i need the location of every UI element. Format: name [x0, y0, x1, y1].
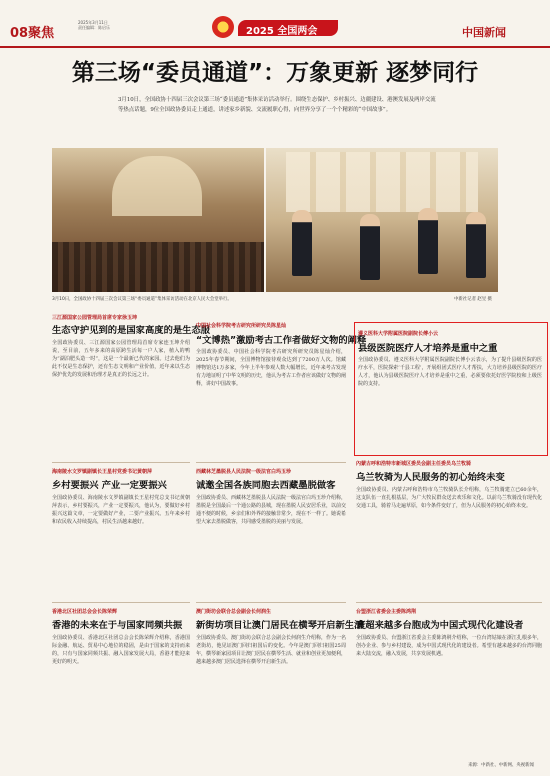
section-meta	[78, 20, 110, 30]
masthead	[0, 0, 550, 48]
article-title: 县级医院医疗人才培养是重中之重	[358, 343, 498, 354]
photo-credit: 中新社记者 赵昱 摄	[454, 297, 492, 302]
photo-caption: 3月10日，全国政协十四届三次会议第三场“委员通道”集体采访活动在北京人民大会堂举行。	[52, 297, 232, 302]
article-kicker: 中国社会科学院考古研究所研究员陈星灿	[196, 323, 287, 329]
article-title: 新街坊项目让澳门居民在横琴开启新生活	[196, 620, 364, 631]
divider	[196, 602, 346, 603]
article-title: 生态守护见到的是国家高度的是生态服	[52, 325, 211, 336]
event-label: 2025 全国两会	[246, 26, 318, 37]
photo-columns	[286, 152, 478, 212]
editor-line: 责任编辑：陈启乐	[78, 25, 110, 30]
article-title: 乌兰牧骑为人民服务的初心始终未变	[356, 472, 505, 483]
article-body: 全国政协委员、香港北区社团总会会长陈荣辉介绍称，香港国际金融、航运、贸易中心地位的稳固，是由于国家的支持而来的，只有与国家同频共振、融入国家发展大局，香港才能迎来更好的明天。	[52, 635, 190, 665]
article-title: 诚邀全国各族同胞去西藏墨脱做客	[196, 480, 336, 491]
photo-crowd	[52, 242, 264, 292]
article-kicker: 香港北区社团总会会长陈荣辉	[52, 609, 118, 615]
photo-press-hall	[52, 148, 264, 292]
divider	[52, 602, 190, 603]
article-body: 全国政协委员、中国社会科学院考古研究所研究员陈星灿介绍，2025年春节期间，全国博物馆接待观众达到了7200万人次。馆藏博物馆达1万多家，今年上半年参观人数大幅增长。近年来考古发现有力地证明了中华文明的历史，他认为考古工作者应该做好文物的阐释，讲好中国故事。	[196, 349, 346, 387]
article-body: 全国政协委员、内蒙古呼和浩特市乌兰牧骑队长介绍称，乌兰牧骑建立已60余年，这支队伍一直扎根基层，为广大牧民群众送去欢乐和文化。以前乌兰牧骑没有现代化交通工具，骑着马走遍草原，如今条件变好了，但为人民服务的初心始终未变。	[356, 487, 542, 509]
sources-line: 来源：中新社、中新网、央视新闻	[468, 763, 534, 768]
divider	[196, 462, 346, 463]
article-title: 寰超来越多台胞成为中国式现代化建设者	[356, 620, 524, 631]
article-body: 全国政协委员、遵义医科大学附属医院副院长傅小云表示，为了提升县级医院的医疗水平，医院探索‘千县工程’，开展组团式医疗人才帮扶，大力培养县级医院的医疗人才，他认为县级医院医疗人才培养是重中之重，必须要依托好医学院校和上级医院的支持。	[358, 357, 542, 387]
photo-arch	[112, 156, 202, 216]
article-body: 全国政协委员、三江源国家公园管理局首席专家连玉坤介绍说，至目前，五年多来的高原跨生活每一户人家，植入的鸭为“湖泊肥头造一时”，这是一个最新已代的家园。过去他们为此不仅是生态保护，还有生态文明和产业价值，近年来以生态保护优先的发展和治理才是真正的长远之计。	[52, 340, 190, 378]
article-title: “文博热”激励考古工作者做好文物的阐释	[196, 335, 367, 346]
photo-block	[52, 148, 498, 292]
national-emblem-icon	[212, 16, 234, 38]
divider	[356, 602, 542, 603]
article-body: 全国政协委员、西藏林芝墨脱县人民法院一级法官白玛玉珍介绍称，墨脱是全国最后一个通公路的县城，现在墨脱人民安居乐业，以前交通不便的时候，乡亲们和外界的接触非常少，现在不一样了。她说希望大家去墨脱做客，共同感受墨脱的美丽与发展。	[196, 495, 346, 525]
photo-person	[418, 208, 438, 274]
photo-committee-members	[266, 148, 498, 292]
brand-logo: 中国新闻	[462, 26, 506, 39]
section-label: 08聚焦	[10, 26, 55, 41]
article-title: 香港的未来在于与国家同频共振	[52, 620, 183, 631]
photo-person	[292, 210, 312, 276]
page-headline: 第三场“委员通道”：万象更新 逐梦同行	[71, 60, 479, 86]
divider	[52, 462, 190, 463]
article-kicker: 三江源国家公园管理局首席专家徐玉坤	[52, 315, 138, 321]
publish-date: 2025年3月11日	[78, 20, 108, 25]
article-kicker: 遵义医科大学附属医院副院长傅小云	[358, 331, 439, 337]
article-kicker: 海南陵水文罗镇副镇长王星村党委书记黄朝萍	[52, 469, 153, 475]
photo-person	[360, 214, 380, 280]
article-title: 乡村要振兴 产业一定要振兴	[52, 480, 167, 491]
article-kicker: 台盟浙江省委会主委陈鸿荆	[356, 609, 417, 615]
article-kicker: 西藏林芝墨脱县人民法院一级法官白玛玉珍	[196, 469, 292, 475]
article-body: 全国政协委员、澳门街坊会联合总会副会长何润生介绍称，作为一名老街坊，他见证澳门回归祖国后的变化。今年是澳门回归祖国25周年，横琴新家园项目让澳门居民在横琴生活、就业和创业更加便利，越来越多澳门居民选择在横琴开启新生活。	[196, 635, 346, 665]
article-kicker: 澳门街坊会联合总会副会长何润生	[196, 609, 272, 615]
article-body: 全国政协委员、台盟浙江省委会主委陈鸿荆介绍称，一位台湾姑娘在浙江扎根多年，创办企业、参与乡村建设，成为中国式现代化的建设者。希望有越来越多的台湾同胞来大陆交流，融入发展，共享发展机遇。	[356, 635, 542, 657]
article-kicker: 內蒙古呼和浩特市新城区委员会副主任委员乌兰牧骑	[356, 461, 472, 467]
article-body: 全国政协委员、海南陵水文罗镇副镇长王星村党总支书记黄朝萍表示，乡村要振兴，产业一定要振兴，他认为，要做好乡村振兴这篇文章，一定要做好产业，二要产业振兴。五年来乡村和农民收入持续提高，村民生活越来越好。	[52, 495, 190, 525]
lead-paragraph: 3月10日，全国政协十四届三次会议第三场“委员通道”集体采访活动举行。围绕生态保护、乡村振兴、边疆建设、港澳发展及两岸交流等热点话题，9位全国政协委员走上通道，讲述家乡新貌、交流履职心得，向世界分享了一个个精彩的“中国故事”。	[118, 97, 436, 113]
photo-person	[466, 212, 486, 278]
